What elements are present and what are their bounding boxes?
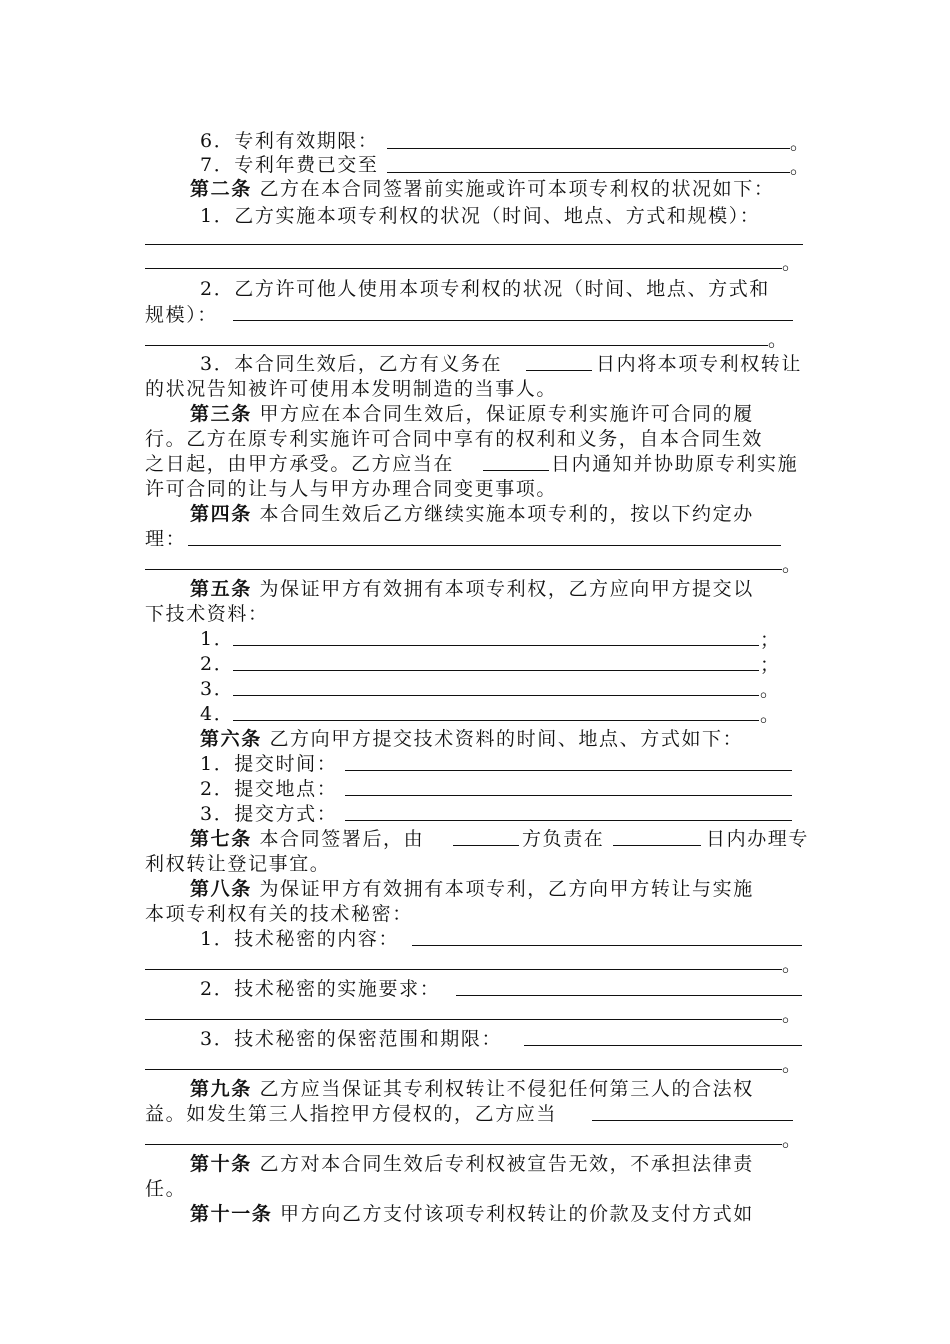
blank-line [145,569,782,570]
article-2-item-1: 1．乙方实施本项专利权的状况（时间、地点、方式和规模）： [200,205,761,227]
article-2-item-3-cont: 的状况告知被许可使用本发明制造的当事人。 [145,378,558,400]
blank-line [233,320,793,321]
semicolon-mark: ； [760,654,780,676]
blank-line [345,770,792,771]
article-7-text-b: 方负责在 [522,828,605,850]
article-3-heading [190,399,754,426]
article-title: 第九条 [190,1078,252,1100]
article-text: 乙方对本合同生效后专利权被宣告无效，不承担法律责 [259,1153,754,1175]
article-title: 第七条 [190,828,252,850]
article-text: 甲方向乙方支付该项专利权转让的价款及支付方式如 [280,1203,754,1225]
article-6-item-1: 1．提交时间： [200,753,338,775]
blank-line [456,995,802,996]
period-mark: 。 [782,554,802,576]
article-4-heading [190,499,754,526]
article-5-item-1: 1． [200,628,235,650]
article-text: 本合同签署后，由 [259,828,425,850]
article-title: 第六条 [200,728,262,750]
blank-line [412,945,802,946]
blank-line [145,268,782,269]
article-text: 本合同生效后乙方继续实施本项专利的，按以下约定办 [259,503,754,525]
article-6-item-2: 2．提交地点： [200,778,338,800]
article-title: 第五条 [190,578,252,600]
article-4-line-2: 理： [145,528,187,550]
article-title: 第八条 [190,878,252,900]
article-5-item-4: 4． [200,703,235,725]
period-mark: 。 [782,1004,802,1026]
article-text: 乙方在本合同签署前实施或许可本项专利权的状况如下： [259,178,775,200]
article-title: 第四条 [190,503,252,525]
article-text: 为保证甲方有效拥有本项专利，乙方向甲方转让与实施 [259,878,754,900]
blank-line [145,244,803,245]
period-mark: 。 [790,156,810,178]
article-title: 第三条 [190,403,252,425]
blank-line [345,820,792,821]
article-8-item-2: 2．技术秘密的实施要求： [200,978,441,1000]
blank-line [233,695,759,696]
article-title: 第十一条 [190,1203,273,1225]
article-title: 第十条 [190,1153,252,1175]
fee-paid-label: 7．专利年费已交至 [200,154,379,176]
period-mark: 。 [782,954,802,976]
article-6-item-3: 3．提交方式： [200,803,338,825]
blank-line [145,1019,782,1020]
article-text: 乙方应当保证其专利权转让不侵犯任何第三人的合法权 [259,1078,754,1100]
period-mark: 。 [782,1054,802,1076]
blank-line [233,670,759,671]
article-title: 第二条 [190,178,252,200]
article-8-item-1: 1．技术秘密的内容： [200,928,400,950]
article-2-item-2-cont: 规模）： [145,304,218,326]
article-5-heading [190,574,754,601]
period-mark: 。 [782,252,802,274]
article-2-heading [190,174,774,201]
article-3-line-4: 许可合同的让与人与甲方办理合同变更事项。 [145,478,558,500]
article-3-line-2: 行。乙方在原专利实施许可合同中享有的权利和义务，自本合同生效 [145,428,764,450]
article-6-heading [200,724,743,751]
party-blank [453,845,519,846]
article-2-item-3-a: 3．本合同生效后，乙方有义务在 [200,353,503,375]
article-9-line-2: 益。如发生第三人指控甲方侵权的，乙方应当 [145,1103,558,1125]
blank-line [145,345,768,346]
article-5-line-2: 下技术资料： [145,603,269,625]
blank-line [345,795,792,796]
article-5-item-2: 2． [200,653,235,675]
period-mark: 。 [782,1129,802,1151]
days-blank [526,370,592,371]
blank-line [145,1069,782,1070]
article-8-line-2: 本项专利权有关的技术秘密： [145,903,413,925]
article-text: 为保证甲方有效拥有本项专利权，乙方应向甲方提交以 [259,578,754,600]
term-period-blank [387,148,790,149]
article-11-heading [190,1199,754,1226]
article-text: 甲方应在本合同生效后，保证原专利实施许可合同的履 [259,403,754,425]
article-8-item-3: 3．技术秘密的保密范围和期限： [200,1028,503,1050]
blank-line [524,1045,802,1046]
period-mark: 。 [768,329,788,351]
article-5-item-3: 3． [200,678,235,700]
article-10-heading [190,1149,754,1176]
days-blank [483,470,549,471]
article-9-heading [190,1074,754,1101]
article-10-line-2: 任。 [145,1178,187,1200]
period-mark: 。 [760,679,780,701]
article-7-line-2: 利权转让登记事宜。 [145,853,331,875]
article-7-heading [190,824,424,851]
article-7-text-c: 日内办理专 [706,828,810,850]
blank-line [145,969,782,970]
article-3-line-3b: 日内通知并协助原专利实施 [551,453,799,475]
article-8-heading [190,874,754,901]
article-2-item-2: 2．乙方许可他人使用本项专利权的状况（时间、地点、方式和 [200,278,770,300]
article-text: 乙方向甲方提交技术资料的时间、地点、方式如下： [269,728,744,750]
fee-paid-blank [387,172,790,173]
blank-line [233,645,759,646]
period-mark: 。 [760,704,780,726]
blank-line [188,545,781,546]
blank-line [233,720,759,721]
article-3-line-3a: 之日起，由甲方承受。乙方应当在 [145,453,455,475]
days-blank [613,845,701,846]
blank-line [145,1144,782,1145]
article-2-item-3-b: 日内将本项专利权转让 [596,353,803,375]
term-period-label: 6．专利有效期限： [200,130,379,152]
blank-line [592,1120,793,1121]
semicolon-mark: ； [760,629,780,651]
period-mark: 。 [790,132,810,154]
